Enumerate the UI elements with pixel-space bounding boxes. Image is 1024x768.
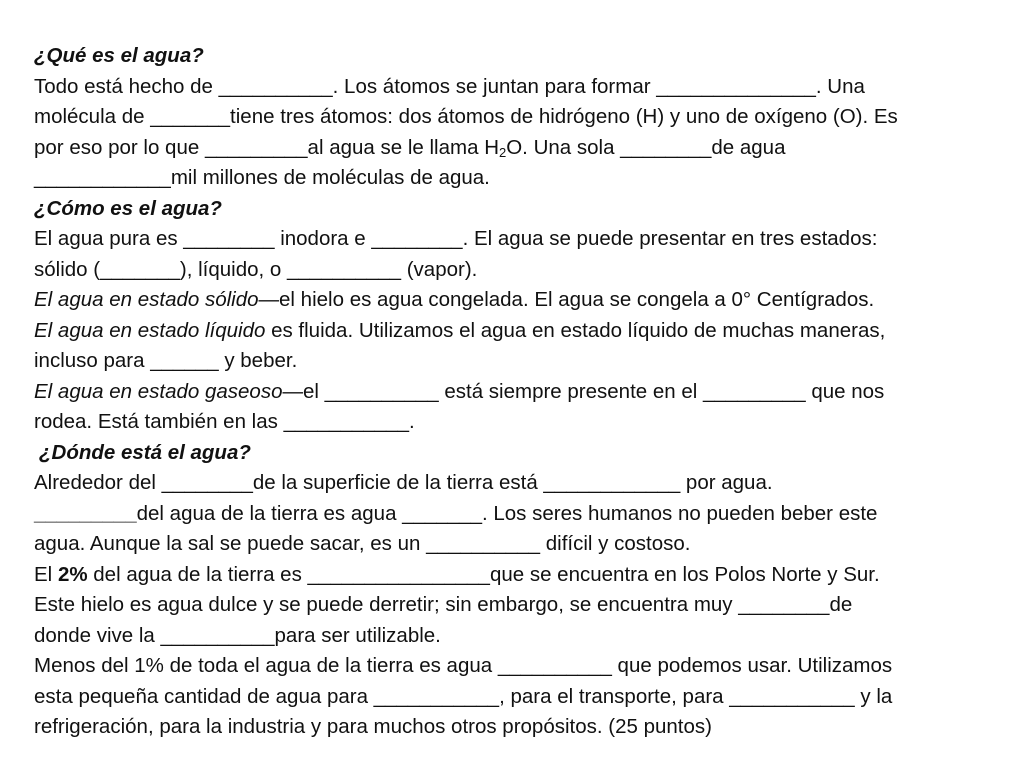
text-segment: —el hielo es agua congelada. El agua se congela a 0° Centígrados. [258,288,875,311]
paragraph-line: sólido (_______), líquido, o __________ (vapor). [34,257,478,281]
text-segment: O. Una sola ________de agua [506,135,786,159]
paragraph-line: esta pequeña cantidad de agua para ___________, para el transporte, para ___________ y la [34,684,893,708]
bold-blank: _________ [34,501,137,525]
text-segment: por eso por lo que _________al agua se le llama H [34,135,499,159]
paragraph-line: Menos del 1% de toda el agua de la tierra es agua __________ que podemos usar. Utilizamos [34,654,893,677]
paragraph-line: Alrededor del ________de la superficie de la tierra está ____________ por agua. [34,471,773,494]
paragraph-line: Este hielo es agua dulce y se puede derretir; sin embargo, se encuentra muy ________de [34,593,853,616]
bold-percentage: 2% [57,562,88,586]
heading-que-es-el-agua: ¿Qué es el agua? [34,44,204,67]
paragraph-line [34,499,1009,530]
paragraph-line [34,285,1009,316]
text-segment: del agua de la tierra es agua _______. Los seres humanos no pueden beber este [136,501,878,525]
paragraph-line: ____________mil millones de moléculas de agua. [34,166,490,189]
paragraph-line: rodea. Está también en las ___________. [34,410,415,433]
text-segment: El [34,562,58,586]
subscript-2: 2 [499,144,507,160]
paragraph-line: agua. Aunque la sal se puede sacar, es un __________ difícil y costoso. [34,532,691,555]
italic-term: El agua en estado sólido [34,288,259,311]
paragraph-line [34,316,1009,347]
paragraph-line: donde vive la __________para ser utilizable. [34,623,441,647]
text-segment: del agua de la tierra es ________________que se encuentra en los Polos Norte y Sur. [87,562,880,586]
paragraph-line: molécula de _______tiene tres átomos: dos átomos de hidrógeno (H) y uno de oxígeno (O). Es [34,105,898,128]
text-segment: es fluida. Utilizamos el agua en estado líquido de muchas maneras, [265,318,886,342]
paragraph-line: refrigeración, para la industria y para muchos otros propósitos. (25 puntos) [34,715,712,738]
heading-como-es-el-agua: ¿Cómo es el agua? [34,196,222,220]
text-segment: —el __________ está siempre presente en el _________ que nos [282,379,885,403]
worksheet [34,41,1009,743]
paragraph-line: incluso para ______ y beber. [34,349,298,372]
paragraph-line [34,377,1009,408]
paragraph-line: Todo está hecho de __________. Los átomos se juntan para formar ______________. Una [34,74,865,98]
italic-term: El agua en estado líquido [34,318,266,342]
paragraph-line [34,560,1009,591]
paragraph-line [34,133,1009,164]
paragraph-line: El agua pura es ________ inodora e ________. El agua se puede presentar en tres estados: [34,227,878,250]
italic-term: El agua en estado gaseoso [34,379,283,403]
heading-donde-esta-el-agua: ¿Dónde está el agua? [39,440,251,464]
